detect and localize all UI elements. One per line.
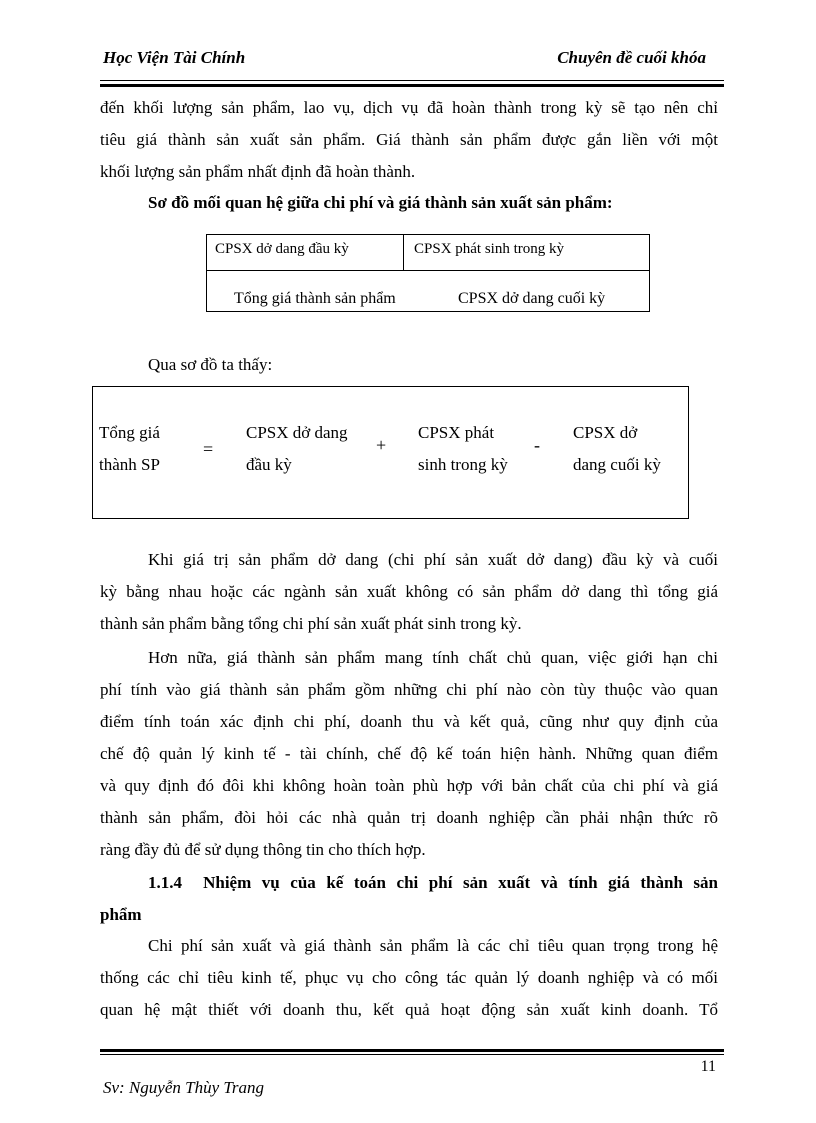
section-title: Nhiệm vụ của kế toán chi phí sản xuất và tính giá thành sản (203, 873, 719, 892)
text-line: thống các chỉ tiêu kinh tế, phục vụ cho công tác quản lý doanh nghiệp và có mối (100, 968, 718, 987)
formula-lhs-line: thành SP (99, 455, 160, 474)
text-line: Khi giá trị sản phẩm dở dang (chi phí sản xuất dở dang) đầu kỳ và cuối (148, 550, 718, 569)
cell-begin-wip: CPSX dở dang đầu kỳ (215, 241, 349, 257)
formula-term-line: dang cuối kỳ (573, 455, 661, 474)
cell-end-wip: CPSX dở dang cuối kỳ (458, 290, 606, 307)
diagram-right-border (649, 234, 650, 312)
footer-rule-thick (100, 1049, 724, 1052)
paragraph-4 (100, 930, 718, 1026)
page-number: 11 (700, 1058, 716, 1075)
formula-term-arising (418, 417, 508, 481)
text-line: khối lượng sản phẩm nhất định đã hoàn thành. (100, 162, 416, 181)
equals-sign: = (203, 439, 214, 459)
text-line: Hơn nữa, giá thành sản phẩm mang tính chất chủ quan, việc giới hạn chi (148, 648, 718, 667)
cell-arising-costs: CPSX phát sinh trong kỳ (414, 241, 565, 257)
paragraph-1 (100, 92, 718, 188)
text-line: ràng đầy đủ để sử dụng thông tin cho thích hợp. (100, 840, 426, 859)
text-line: phí tính vào giá thành sản phẩm gồm những chi phí nào còn tùy thuộc vào quan (100, 680, 718, 699)
formula-lhs (99, 417, 160, 481)
section-heading-line (100, 867, 718, 899)
diagram-title: Sơ đồ mối quan hệ giữa chi phí và giá thành sản xuất sản phẩm: (148, 193, 613, 212)
header-left: Học Viện Tài Chính (103, 48, 246, 67)
cell-total-cost: Tổng giá thành sản phẩm (234, 290, 396, 307)
formula-term-line: CPSX phát (418, 423, 495, 442)
paragraph-2 (100, 544, 718, 640)
diagram-row-divider (206, 270, 650, 271)
header-rule-thick (100, 84, 724, 87)
text-line: quan hệ mật thiết với doanh thu, kết quả hoạt động sản xuất kinh doanh. Tổ (100, 1000, 718, 1019)
diagram-bottom-border (206, 311, 650, 312)
footer-rule-thin (100, 1054, 724, 1055)
diagram-left-border (206, 234, 207, 270)
formula-term-begin (246, 417, 348, 481)
section-heading-line: phẩm (100, 905, 142, 924)
text-line: tiêu giá thành sản xuất sản phẩm. Giá thành sản phẩm được gắn liền với một (100, 130, 718, 149)
diagram-mid-divider (403, 234, 404, 270)
paragraph-3 (100, 642, 718, 866)
diagram-top-border (206, 234, 650, 235)
text-line: Chi phí sản xuất và giá thành sản phẩm là các chỉ tiêu quan trọng trong hệ (148, 936, 718, 955)
formula-term-line: CPSX dở (573, 423, 638, 442)
cost-diagram (206, 234, 650, 312)
text-line: kỳ bằng nhau hoặc các ngành sản xuất không có sản phẩm dở dang thì tổng giá (100, 582, 718, 601)
header-right: Chuyên đề cuối khóa (557, 48, 706, 67)
text-line: và quy định đó đôi khi không hoàn toàn phù hợp với bản chất của chi phí và giá (100, 776, 718, 795)
student-name: Sv: Nguyễn Thùy Trang (103, 1078, 265, 1097)
text-line: đến khối lượng sản phẩm, lao vụ, dịch vụ đã hoàn thành trong kỳ sẽ tạo nên chỉ (100, 98, 718, 117)
header-rule-thin (100, 80, 724, 81)
section-number: 1.1.4 (148, 873, 182, 892)
diagram-lower-left-border (206, 270, 207, 312)
formula-term-line: sinh trong kỳ (418, 455, 508, 474)
formula-term-line: CPSX dở dang (246, 423, 348, 442)
formula-box (92, 386, 689, 519)
text-line: điểm tính toán xác định chi phí, doanh thu và kết quả, cũng như quy định của (100, 712, 718, 731)
text-line: thành sản phẩm bằng tổng chi phí sản xuất phát sinh trong kỳ. (100, 614, 522, 633)
formula-term-end (573, 417, 661, 481)
plus-sign: + (376, 435, 387, 455)
text-line: thành sản phẩm, đòi hỏi các nhà quản trị doanh nghiệp cần phải nhận thức rõ (100, 808, 718, 827)
formula-term-line: đầu kỳ (246, 455, 292, 474)
text-line: chế độ quản lý kinh tế - tài chính, chế độ kế toán hiện hành. Những quan điểm (100, 744, 718, 763)
formula-lhs-line: Tổng giá (99, 423, 160, 442)
section-heading (100, 867, 718, 931)
formula-intro: Qua sơ đồ ta thấy: (148, 355, 273, 374)
minus-sign: - (534, 435, 540, 455)
